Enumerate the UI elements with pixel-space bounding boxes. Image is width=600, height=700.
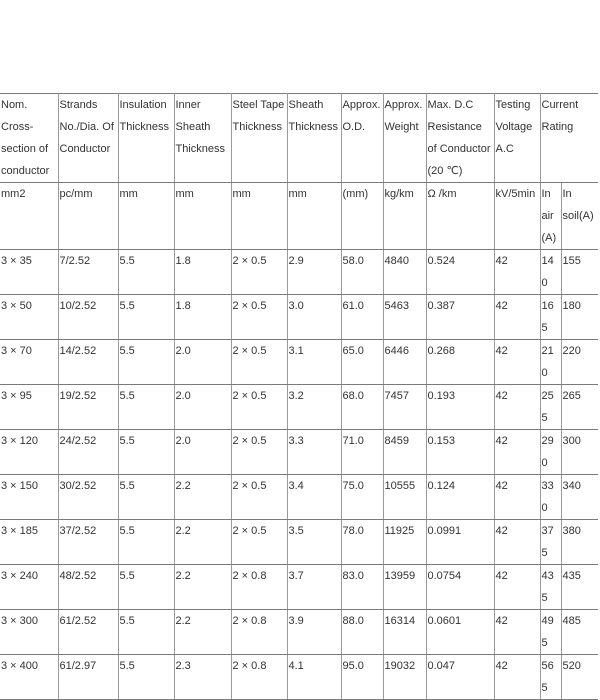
cell-current-in-air: 330 (540, 475, 561, 520)
unit-sheath: mm (287, 183, 341, 250)
cell-dc-resistance: 0.124 (426, 475, 494, 520)
cell-insulation: 5.5 (118, 250, 174, 295)
cell-inner-sheath: 2.0 (174, 385, 231, 430)
header-line: Sheath (288, 99, 324, 111)
cell-approx-od: 95.0 (341, 655, 383, 700)
table-row (0, 475, 598, 520)
cell-strands: 61/2.52 (58, 610, 118, 655)
header-line: O.D. (342, 121, 366, 133)
cell-current-in-soil: 220 (561, 340, 598, 385)
cell-steel-tape: 2 × 0.5 (231, 430, 287, 475)
cell-approx-weight: 8459 (383, 430, 426, 475)
unit-steel-tape: mm (231, 183, 287, 250)
cell-approx-od: 61.0 (341, 295, 383, 340)
header-line: Nom. (1, 99, 28, 111)
cell-steel-tape: 2 × 0.5 (231, 385, 287, 430)
header-line: Cross- (1, 121, 34, 133)
header-testing-voltage (494, 94, 540, 183)
cell-nom-cross-section: 3 × 95 (0, 385, 58, 430)
cell-insulation: 5.5 (118, 565, 174, 610)
header-line: air (541, 210, 554, 222)
cell-current-in-soil: 340 (561, 475, 598, 520)
cell-steel-tape: 2 × 0.5 (231, 475, 287, 520)
header-line: section of (1, 143, 49, 155)
header-line: Resistance (427, 121, 482, 133)
cell-insulation: 5.5 (118, 340, 174, 385)
cell-steel-tape: 2 × 0.8 (231, 610, 287, 655)
cell-dc-resistance: 0.047 (426, 655, 494, 700)
unit-nom: mm2 (0, 183, 58, 250)
cable-spec-table (0, 93, 598, 700)
header-line: Thickness (288, 121, 339, 133)
cell-nom-cross-section: 3 × 240 (0, 565, 58, 610)
cell-nom-cross-section: 3 × 185 (0, 520, 58, 565)
cell-inner-sheath: 2.2 (174, 475, 231, 520)
header-line: Thickness (175, 143, 226, 155)
header-line: Inner (175, 99, 201, 111)
cell-testing-voltage: 42 (494, 520, 540, 565)
cell-current-in-air: 375 (540, 520, 561, 565)
cell-current-in-soil: 265 (561, 385, 598, 430)
header-max-dc-resistance (426, 94, 494, 183)
header-current-rating (540, 94, 598, 183)
table-row (0, 295, 598, 340)
header-line: Steel Tape (232, 99, 285, 111)
header-line: of Conductor (427, 143, 491, 155)
cell-testing-voltage: 42 (494, 430, 540, 475)
cell-current-in-soil: 155 (561, 250, 598, 295)
cell-testing-voltage: 42 (494, 340, 540, 385)
header-line: Testing (495, 99, 531, 111)
cell-approx-weight: 7457 (383, 385, 426, 430)
cell-approx-weight: 4840 (383, 250, 426, 295)
cell-current-in-air: 290 (540, 430, 561, 475)
cell-strands: 24/2.52 (58, 430, 118, 475)
cell-current-in-soil: 520 (561, 655, 598, 700)
header-line: conductor (1, 165, 50, 177)
cell-strands: 7/2.52 (58, 250, 118, 295)
cell-strands: 10/2.52 (58, 295, 118, 340)
cell-dc-resistance: 0.0601 (426, 610, 494, 655)
cell-approx-od: 71.0 (341, 430, 383, 475)
cell-sheath: 3.4 (287, 475, 341, 520)
cell-testing-voltage: 42 (494, 250, 540, 295)
header-line: (20 ℃) (427, 165, 463, 177)
header-line: No./Dia. Of (59, 121, 114, 133)
cell-inner-sheath: 1.8 (174, 250, 231, 295)
cell-dc-resistance: 0.193 (426, 385, 494, 430)
header-line: In (562, 188, 572, 200)
header-line: Insulation (119, 99, 167, 111)
cell-strands: 19/2.52 (58, 385, 118, 430)
cell-insulation: 5.5 (118, 655, 174, 700)
unit-inner-sheath: mm (174, 183, 231, 250)
header-line: Weight (384, 121, 419, 133)
header-insulation-thickness (118, 94, 174, 183)
cell-testing-voltage: 42 (494, 385, 540, 430)
cell-sheath: 4.1 (287, 655, 341, 700)
cell-current-in-soil: 180 (561, 295, 598, 340)
cell-sheath: 3.7 (287, 565, 341, 610)
cell-inner-sheath: 1.8 (174, 295, 231, 340)
cell-insulation: 5.5 (118, 385, 174, 430)
cell-steel-tape: 2 × 0.5 (231, 295, 287, 340)
header-approx-od (341, 94, 383, 183)
cell-nom-cross-section: 3 × 150 (0, 475, 58, 520)
cell-sheath: 3.3 (287, 430, 341, 475)
cell-testing-voltage: 42 (494, 655, 540, 700)
cell-sheath: 3.2 (287, 385, 341, 430)
table-row (0, 520, 598, 565)
cell-current-in-soil: 435 (561, 565, 598, 610)
cell-steel-tape: 2 × 0.5 (231, 250, 287, 295)
cell-inner-sheath: 2.3 (174, 655, 231, 700)
cell-steel-tape: 2 × 0.8 (231, 565, 287, 610)
header-nom-cross-section (0, 94, 58, 183)
cell-nom-cross-section: 3 × 70 (0, 340, 58, 385)
header-line: Voltage (495, 121, 533, 133)
unit-strands: pc/mm (58, 183, 118, 250)
unit-in-soil (561, 183, 598, 250)
cell-dc-resistance: 0.0754 (426, 565, 494, 610)
header-line: (A) (541, 232, 557, 244)
cell-approx-weight: 13959 (383, 565, 426, 610)
cell-approx-od: 65.0 (341, 340, 383, 385)
cell-approx-od: 75.0 (341, 475, 383, 520)
cell-approx-od: 78.0 (341, 520, 383, 565)
cell-approx-weight: 16314 (383, 610, 426, 655)
cell-dc-resistance: 0.268 (426, 340, 494, 385)
cell-approx-weight: 19032 (383, 655, 426, 700)
cell-dc-resistance: 0.153 (426, 430, 494, 475)
header-line: Sheath (175, 121, 211, 133)
header-sheath-thickness (287, 94, 341, 183)
cell-strands: 14/2.52 (58, 340, 118, 385)
cell-inner-sheath: 2.0 (174, 340, 231, 385)
cell-approx-weight: 5463 (383, 295, 426, 340)
cell-dc-resistance: 0.524 (426, 250, 494, 295)
cell-approx-weight: 11925 (383, 520, 426, 565)
header-approx-weight (383, 94, 426, 183)
header-line: In (541, 188, 551, 200)
cell-sheath: 3.1 (287, 340, 341, 385)
cell-strands: 30/2.52 (58, 475, 118, 520)
cell-nom-cross-section: 3 × 120 (0, 430, 58, 475)
table-row (0, 340, 598, 385)
cell-approx-weight: 10555 (383, 475, 426, 520)
cell-inner-sheath: 2.2 (174, 610, 231, 655)
table-body (0, 250, 598, 700)
cell-nom-cross-section: 3 × 35 (0, 250, 58, 295)
table-row (0, 655, 598, 700)
units-row (0, 183, 598, 250)
cell-inner-sheath: 2.0 (174, 430, 231, 475)
cell-nom-cross-section: 3 × 400 (0, 655, 58, 700)
header-line: A.C (495, 143, 514, 155)
cell-sheath: 3.5 (287, 520, 341, 565)
cell-current-in-air: 495 (540, 610, 561, 655)
cell-nom-cross-section: 3 × 50 (0, 295, 58, 340)
cell-approx-od: 58.0 (341, 250, 383, 295)
cell-insulation: 5.5 (118, 295, 174, 340)
cell-current-in-air: 435 (540, 565, 561, 610)
table-row (0, 610, 598, 655)
cell-insulation: 5.5 (118, 430, 174, 475)
cell-approx-od: 88.0 (341, 610, 383, 655)
cell-testing-voltage: 42 (494, 565, 540, 610)
header-line: Approx. (384, 99, 423, 111)
cell-current-in-air: 565 (540, 655, 561, 700)
unit-testing: kV/5min (494, 183, 540, 250)
cell-strands: 37/2.52 (58, 520, 118, 565)
cell-inner-sheath: 2.2 (174, 565, 231, 610)
cell-insulation: 5.5 (118, 610, 174, 655)
cell-strands: 48/2.52 (58, 565, 118, 610)
unit-resistance: Ω /km (426, 183, 494, 250)
header-line: Max. D.C (427, 99, 474, 111)
header-line: Rating (541, 121, 574, 133)
cell-steel-tape: 2 × 0.5 (231, 520, 287, 565)
cell-current-in-air: 140 (540, 250, 561, 295)
cell-sheath: 3.0 (287, 295, 341, 340)
unit-in-air (540, 183, 561, 250)
header-line: Current (541, 99, 579, 111)
table-row (0, 385, 598, 430)
cell-steel-tape: 2 × 0.8 (231, 655, 287, 700)
cell-nom-cross-section: 3 × 300 (0, 610, 58, 655)
unit-insulation: mm (118, 183, 174, 250)
header-line: Strands (59, 99, 98, 111)
cell-current-in-air: 165 (540, 295, 561, 340)
cell-dc-resistance: 0.0991 (426, 520, 494, 565)
cell-current-in-soil: 485 (561, 610, 598, 655)
cell-sheath: 3.9 (287, 610, 341, 655)
cell-approx-od: 68.0 (341, 385, 383, 430)
table-row (0, 565, 598, 610)
cell-approx-weight: 6446 (383, 340, 426, 385)
cell-inner-sheath: 2.2 (174, 520, 231, 565)
cell-dc-resistance: 0.387 (426, 295, 494, 340)
cell-approx-od: 83.0 (341, 565, 383, 610)
cell-testing-voltage: 42 (494, 610, 540, 655)
header-inner-sheath-thickness (174, 94, 231, 183)
cell-current-in-soil: 300 (561, 430, 598, 475)
header-line: Conductor (59, 143, 111, 155)
cell-testing-voltage: 42 (494, 295, 540, 340)
cell-insulation: 5.5 (118, 520, 174, 565)
header-line: Thickness (119, 121, 170, 133)
cell-sheath: 2.9 (287, 250, 341, 295)
header-line: Thickness (232, 121, 283, 133)
cell-current-in-soil: 380 (561, 520, 598, 565)
unit-weight: kg/km (383, 183, 426, 250)
cell-testing-voltage: 42 (494, 475, 540, 520)
header-line: soil(A) (562, 210, 594, 222)
header-strands (58, 94, 118, 183)
unit-od: (mm) (341, 183, 383, 250)
cell-current-in-air: 210 (540, 340, 561, 385)
header-line: Approx. (342, 99, 381, 111)
cell-current-in-air: 255 (540, 385, 561, 430)
table-row (0, 430, 598, 475)
header-row (0, 94, 598, 183)
cell-strands: 61/2.97 (58, 655, 118, 700)
cell-insulation: 5.5 (118, 475, 174, 520)
cell-steel-tape: 2 × 0.5 (231, 340, 287, 385)
header-steel-tape-thickness (231, 94, 287, 183)
table-row (0, 250, 598, 295)
